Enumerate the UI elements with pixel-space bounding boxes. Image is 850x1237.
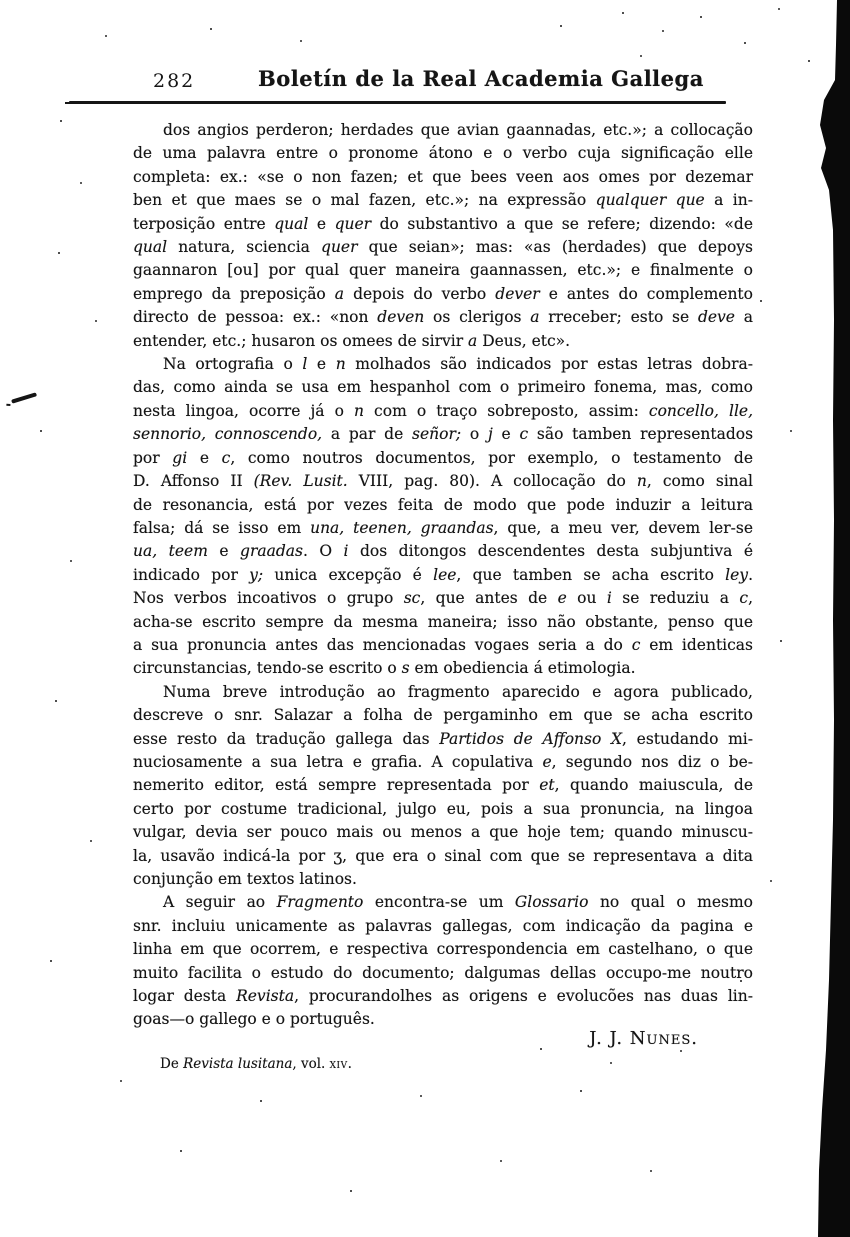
- text-line: muito facilita o estudo do documento; dalgumas dellas occupo-me noutro: [133, 963, 753, 982]
- footnote-rest: , vol.: [292, 1056, 330, 1072]
- text-line: descreve o snr. Salazar a folha de pergaminho em que se acha escrito: [133, 706, 753, 725]
- text-line: vulgar, devia ser pouco mais ou menos a que hoje tem; quando minuscu-: [133, 823, 753, 842]
- scan-noise-specks: [0, 0, 2, 2]
- text-line: por gi e c, como noutros documentos, por exemplo, o testamento de: [133, 448, 753, 467]
- text-line: goas—o gallego e o português.: [133, 1010, 375, 1029]
- text-line: linha em que ocorrem, e respectiva correspondencia em castelhano, o que: [133, 940, 753, 959]
- text-line: certo por costume tradicional, julgo eu, pois a sua pronuncia, na lingoa: [133, 799, 753, 818]
- text-line: la, usavão indicá-la por ʒ, que era o sinal com que se representava a dita: [133, 846, 753, 865]
- text-line: D. Affonso II (Rev. Lusit. VIII, pag. 80). A collocação do n, como sinal: [133, 472, 753, 491]
- margin-pen-mark: [11, 392, 37, 403]
- text-line: das, como ainda se usa em hespanhol com o primeiro fonema, mas, como: [133, 378, 753, 397]
- journal-title: Boletín de la Real Academia Gallega: [258, 66, 704, 91]
- text-line: sennorio, connoscendo, a par de señor; o j e c são tamben representados: [133, 425, 754, 444]
- text-line: nuciosamente a sua letra e grafia. A copulativa e, segundo nos diz o be-: [133, 752, 753, 771]
- source-footnote: [160, 1056, 352, 1072]
- text-line: gaannaron [ou] por qual quer maneira gaannassen, etc.»; e finalmente o: [133, 261, 753, 280]
- paragraph: [133, 891, 753, 1031]
- text-line: entender, etc.; husaron os omees de sirvir a Deus, etc».: [133, 331, 571, 350]
- author-signature: J. J. Nunes.: [589, 1028, 698, 1049]
- text-line: dos angios perderon; herdades que avian gaannadas, etc.»; a collocação: [163, 121, 753, 139]
- text-line: snr. incluiu unicamente as palavras gallegas, com indicação da pagina e: [133, 916, 753, 935]
- text-line: nesta lingoa, ocorre já o n com o traço sobreposto, assim: concello, lle,: [133, 401, 754, 420]
- text-line: Na ortografia o l e n molhados são indicados por estas letras dobra-: [163, 355, 753, 374]
- scan-edge-band: [816, 0, 850, 1237]
- text-line: conjunção em textos latinos.: [133, 870, 357, 888]
- text-line: indicado por y; unica excepção é lee, que tamben se acha escrito ley.: [133, 565, 753, 584]
- text-line: ben et que maes se o mal fazen, etc.»; na expressão qualquer que a in-: [133, 191, 753, 210]
- text-line: Nos verbos incoativos o grupo sc, que antes de e ou i se reduziu a c,: [133, 589, 754, 608]
- text-line: acha-se escrito sempre da mesma maneira; isso não obstante, penso que: [133, 612, 753, 631]
- text-line: esse resto da tradução gallega das Partidos de Affonso X, estudando mi-: [133, 729, 753, 748]
- header-rule: [69, 101, 726, 104]
- text-line: de resonancia, está por vezes feita de modo que pode induzir a leitura: [133, 495, 753, 514]
- text-line: A seguir ao Fragmento encontra-se um Glossario no qual o mesmo: [163, 893, 754, 912]
- text-line: completa: ex.: «se o non fazen; et que bees veen aos omes por dezemar: [133, 167, 753, 186]
- paragraph: [133, 681, 753, 892]
- page-number: 282: [153, 70, 196, 92]
- footnote-volume: xiv.: [329, 1056, 353, 1072]
- text-line: terposição entre qual e quer do substantivo a que se refere; dizendo: «de: [133, 214, 753, 233]
- text-block: [133, 119, 753, 1032]
- text-line: logar desta Revista, procurandolhes as origens e evolucões nas duas lin-: [133, 987, 753, 1006]
- paragraph: [133, 353, 753, 681]
- text-line: ua, teem e graadas. O i dos ditongos descendentes desta subjuntiva é: [133, 542, 753, 561]
- text-line: nemerito editor, está sempre representada por et, quando maiuscula, de: [133, 776, 753, 795]
- footnote-journal-title: Revista lusitana: [183, 1056, 293, 1072]
- text-line: qual natura, sciencia quer que seian»; mas: «as (herdades) que depoys: [133, 238, 754, 257]
- text-line: Numa breve introdução ao fragmento aparecido e agora publicado,: [163, 682, 753, 701]
- footnote-prefix: De: [160, 1056, 184, 1072]
- text-line: circunstancias, tendo-se escrito o s em obediencia á etimologia.: [133, 659, 636, 678]
- text-line: de uma palavra entre o pronome átono e o verbo cuja significação elle: [133, 144, 753, 163]
- text-line: a sua pronuncia antes das mencionadas vogaes seria a do c em identicas: [133, 635, 754, 654]
- text-line: directo de pessoa: ex.: «non deven os clerigos a rreceber; esto se deve a: [133, 308, 753, 327]
- text-line: emprego da preposição a depois do verbo dever e antes do complemento: [133, 284, 753, 303]
- text-line: falsa; dá se isso em una, teenen, graandas, que, a meu ver, devem ler-se: [133, 518, 753, 537]
- paragraph: [133, 119, 753, 353]
